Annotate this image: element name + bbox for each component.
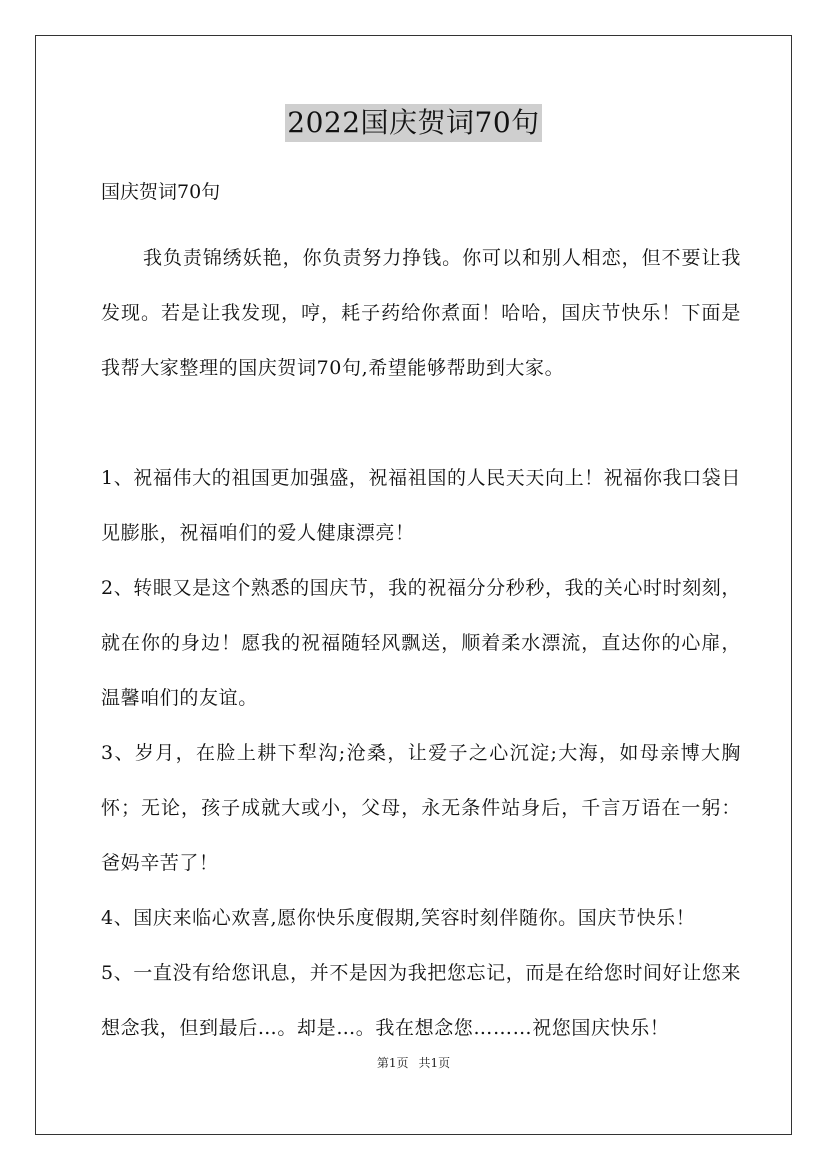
intro-paragraph: 我负责锦绣妖艳，你负责努力挣钱。你可以和别人相恋，但不要让我发现。若是让我发现，哼，耗子药给你煮面！哈哈，国庆节快乐！下面是我帮大家整理的国庆贺词70句,希望能够帮助到大家。	[101, 247, 741, 379]
page-footer	[0, 1054, 827, 1071]
document-title: 2022国庆贺词70句	[285, 104, 541, 142]
list-item: 2、转眼又是这个熟悉的国庆节，我的祝福分分秒秒，我的关心时时刻刻，就在你的身边！愿我的祝福随轻风飘送，顺着柔水漂流，直达你的心扉，温馨咱们的友谊。	[101, 577, 741, 709]
list-item: 3、岁月，在脸上耕下犁沟;沧桑，让爱子之心沉淀;大海，如母亲博大胸怀；无论，孩子成就大或小，父母，永无条件站身后，千言万语在一躬：爸妈辛苦了！	[101, 742, 741, 874]
document-body	[101, 176, 741, 1056]
document-title-wrapper	[0, 104, 827, 142]
list-item: 5、一直没有给您讯息，并不是因为我把您忘记，而是在给您时间好让您来想念我，但到最后…。却是…。我在想念您………祝您国庆快乐！	[101, 962, 741, 1039]
list-item: 4、国庆来临心欢喜,愿你快乐度假期,笑容时刻伴随你。国庆节快乐！	[101, 907, 696, 929]
page-total: 共1页	[418, 1056, 451, 1070]
document-subtitle: 国庆贺词70句	[101, 181, 221, 203]
page-number: 第1页	[376, 1056, 409, 1070]
list-item: 1、祝福伟大的祖国更加强盛，祝福祖国的人民天天向上！祝福你我口袋日见膨胀，祝福咱们的爱人健康漂亮！	[101, 467, 741, 544]
